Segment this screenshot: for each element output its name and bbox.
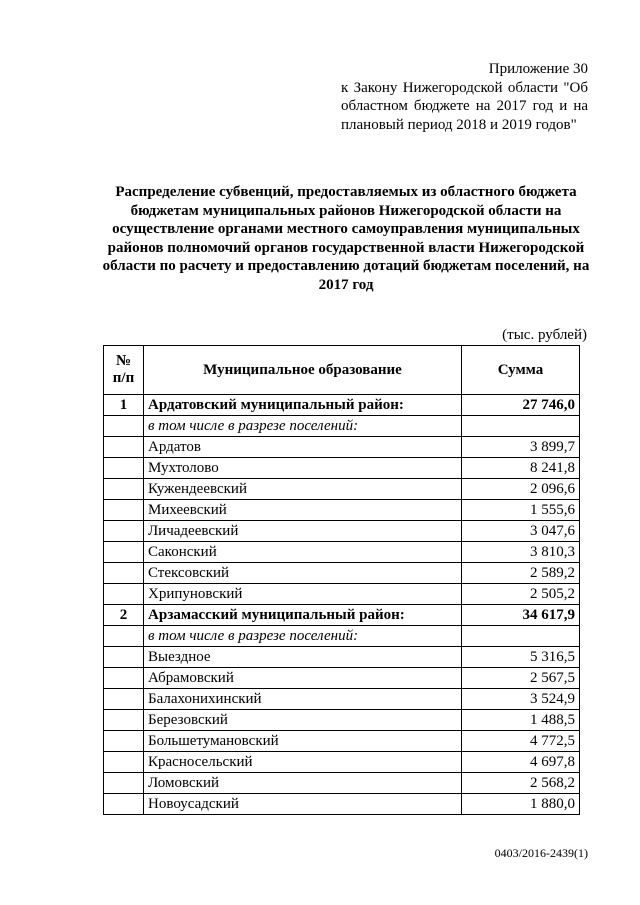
empty-cell (104, 521, 144, 542)
settlement-sum: 2 568,2 (462, 773, 580, 794)
settlement-row (104, 731, 580, 752)
subheading-label: в том числе в разрезе поселений: (144, 416, 462, 437)
settlement-name: Личадеевский (144, 521, 462, 542)
settlement-name: Абрамовский (144, 668, 462, 689)
appendix-law-reference: к Закону Нижегородской области "Об областном бюджете на 2017 год и на плановый период 2018 и 2019 годов" (341, 79, 588, 133)
district-sum: 27 746,0 (462, 395, 580, 416)
settlement-name: Ломовский (144, 773, 462, 794)
empty-cell (104, 500, 144, 521)
settlement-row (104, 500, 580, 521)
document-title: Распределение субвенций, предоставляемых из областного бюджета бюджетам муниципальных районов Нижегородской области на осуществление органами местного самоуправления муниципальных районов полномочий органов государственной власти Нижегородской области по расчету и предоставлению дотаций бюджетам поселений, на 2017 год (102, 184, 590, 293)
district-name: Арзамасский муниципальный район: (144, 605, 462, 626)
empty-cell (104, 437, 144, 458)
settlement-row (104, 710, 580, 731)
district-number: 1 (104, 395, 144, 416)
settlement-sum: 2 096,6 (462, 479, 580, 500)
settlement-sum: 3 524,9 (462, 689, 580, 710)
settlement-row (104, 689, 580, 710)
settlement-row (104, 479, 580, 500)
settlement-row (104, 668, 580, 689)
settlement-sum: 1 488,5 (462, 710, 580, 731)
subsidy-table (103, 345, 580, 815)
empty-cell (104, 752, 144, 773)
settlement-name: Хрипуновский (144, 584, 462, 605)
settlement-row (104, 437, 580, 458)
settlement-sum: 2 589,2 (462, 563, 580, 584)
settlement-row (104, 752, 580, 773)
settlement-name: Выездное (144, 647, 462, 668)
settlement-sum: 5 316,5 (462, 647, 580, 668)
empty-cell (104, 731, 144, 752)
settlement-name: Михеевский (144, 500, 462, 521)
settlement-row (104, 647, 580, 668)
settlement-row (104, 521, 580, 542)
settlement-name: Большетумановский (144, 731, 462, 752)
settlement-name: Балахонихинский (144, 689, 462, 710)
settlement-sum: 2 505,2 (462, 584, 580, 605)
district-number: 2 (104, 605, 144, 626)
empty-cell (104, 542, 144, 563)
settlement-name: Березовский (144, 710, 462, 731)
settlement-name: Мухтолово (144, 458, 462, 479)
empty-cell (104, 416, 144, 437)
settlement-row (104, 584, 580, 605)
empty-cell (104, 626, 144, 647)
settlement-sum: 2 567,5 (462, 668, 580, 689)
header-number: № п/п (104, 346, 144, 395)
settlement-sum: 3 047,6 (462, 521, 580, 542)
settlement-sum: 1 555,6 (462, 500, 580, 521)
empty-cell (104, 710, 144, 731)
settlement-name: Стексовский (144, 563, 462, 584)
settlement-name: Красносельский (144, 752, 462, 773)
header-municipality: Муниципальное образование (144, 346, 462, 395)
empty-cell (104, 773, 144, 794)
empty-cell (104, 668, 144, 689)
subheading-row (104, 626, 580, 647)
empty-cell (104, 647, 144, 668)
empty-cell (104, 584, 144, 605)
subheading-row (104, 416, 580, 437)
settlement-name: Новоусадский (144, 794, 462, 815)
settlement-sum: 4 772,5 (462, 731, 580, 752)
district-sum: 34 617,9 (462, 605, 580, 626)
district-name: Ардатовский муниципальный район: (144, 395, 462, 416)
settlement-sum: 3 899,7 (462, 437, 580, 458)
units-label: (тыс. рублей) (502, 327, 587, 343)
table-body (104, 395, 580, 815)
district-row (104, 395, 580, 416)
empty-cell (104, 458, 144, 479)
document-code: 0403/2016-2439(1) (494, 846, 588, 860)
settlement-row (104, 458, 580, 479)
district-row (104, 605, 580, 626)
settlement-row (104, 542, 580, 563)
settlement-name: Ардатов (144, 437, 462, 458)
table-header-row (104, 346, 580, 395)
settlement-name: Кужендеевский (144, 479, 462, 500)
empty-cell (462, 416, 580, 437)
settlement-name: Саконский (144, 542, 462, 563)
empty-cell (104, 479, 144, 500)
settlement-sum: 8 241,8 (462, 458, 580, 479)
empty-cell (462, 626, 580, 647)
settlement-sum: 3 810,3 (462, 542, 580, 563)
empty-cell (104, 689, 144, 710)
settlement-sum: 1 880,0 (462, 794, 580, 815)
settlement-row (104, 563, 580, 584)
empty-cell (104, 563, 144, 584)
appendix-note (341, 60, 588, 134)
settlement-sum: 4 697,8 (462, 752, 580, 773)
settlement-row (104, 794, 580, 815)
header-sum: Сумма (462, 346, 580, 395)
empty-cell (104, 794, 144, 815)
subheading-label: в том числе в разрезе поселений: (144, 626, 462, 647)
settlement-row (104, 773, 580, 794)
appendix-number: Приложение 30 (488, 61, 588, 77)
